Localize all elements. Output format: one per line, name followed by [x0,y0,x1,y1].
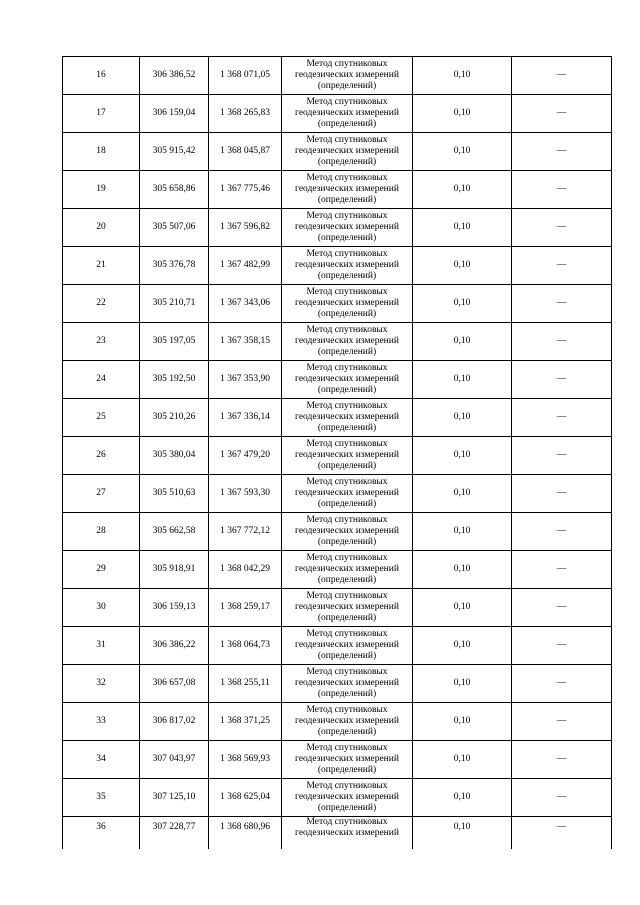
empty-value-cell: — [512,361,612,399]
method-line: геодезических измерений [295,640,399,650]
point-number-cell: 27 [63,475,140,513]
accuracy-cell: 0,10 [413,95,512,133]
x-coordinate-cell: 305 510,63 [140,475,209,513]
method-line: (определений) [317,765,377,775]
empty-value-cell: — [512,247,612,285]
method-line: геодезических измерений [295,222,399,232]
empty-value-cell: — [512,57,612,95]
accuracy-cell: 0,10 [413,437,512,475]
method-cell [282,437,413,475]
x-coordinate-cell: 305 376,78 [140,247,209,285]
table-row [63,133,612,171]
method-line: Метод спутниковых [306,591,388,601]
accuracy-cell: 0,10 [413,171,512,209]
method-line: (определений) [317,651,377,661]
method-line: Метод спутниковых [306,629,388,639]
method-cell [282,741,413,779]
method-cell [282,171,413,209]
empty-value-cell: — [512,513,612,551]
method-cell [282,817,413,850]
empty-value-cell: — [512,665,612,703]
empty-value-cell: — [512,95,612,133]
table-row [63,665,612,703]
method-line: Метод спутниковых [306,817,388,827]
empty-value-cell: — [512,741,612,779]
point-number-cell: 19 [63,171,140,209]
method-line: геодезических измерений [295,526,399,536]
y-coordinate-cell: 1 368 265,83 [209,95,282,133]
method-line: геодезических измерений [295,450,399,460]
x-coordinate-cell: 306 159,04 [140,95,209,133]
method-line: геодезических измерений [295,716,399,726]
accuracy-cell: 0,10 [413,551,512,589]
y-coordinate-cell: 1 367 358,15 [209,323,282,361]
y-coordinate-cell: 1 367 772,12 [209,513,282,551]
method-line: Метод спутниковых [306,325,388,335]
point-number-cell: 29 [63,551,140,589]
empty-value-cell: — [512,779,612,817]
y-coordinate-cell: 1 367 482,99 [209,247,282,285]
method-cell [282,589,413,627]
table-row [63,475,612,513]
y-coordinate-cell: 1 367 775,46 [209,171,282,209]
method-line: геодезических измерений [295,70,399,80]
empty-value-cell: — [512,551,612,589]
table-body [63,57,612,850]
accuracy-cell: 0,10 [413,133,512,171]
method-line: Метод спутниковых [306,173,388,183]
empty-value-cell: — [512,627,612,665]
accuracy-cell: 0,10 [413,399,512,437]
method-line: (определений) [317,613,377,623]
point-number-cell: 31 [63,627,140,665]
method-line: (определений) [317,347,377,357]
method-line: (определений) [317,689,377,699]
point-number-cell: 32 [63,665,140,703]
y-coordinate-cell: 1 368 259,17 [209,589,282,627]
empty-value-cell: — [512,171,612,209]
table-row [63,741,612,779]
method-cell [282,627,413,665]
y-coordinate-cell: 1 368 255,11 [209,665,282,703]
point-number-cell: 21 [63,247,140,285]
method-line: (определений) [317,537,377,547]
y-coordinate-cell: 1 367 353,90 [209,361,282,399]
point-number-cell: 22 [63,285,140,323]
x-coordinate-cell: 305 192,50 [140,361,209,399]
empty-value-cell: — [512,589,612,627]
method-line: (определений) [317,271,377,281]
y-coordinate-cell: 1 367 479,20 [209,437,282,475]
table-row [63,95,612,133]
empty-value-cell: — [512,133,612,171]
method-line: геодезических измерений [295,792,399,802]
y-coordinate-cell: 1 368 064,73 [209,627,282,665]
method-line: (определений) [317,119,377,129]
table-row [63,361,612,399]
method-line: Метод спутниковых [306,439,388,449]
accuracy-cell: 0,10 [413,285,512,323]
method-cell [282,285,413,323]
y-coordinate-cell: 1 368 045,87 [209,133,282,171]
y-coordinate-cell: 1 367 593,30 [209,475,282,513]
empty-value-cell: — [512,399,612,437]
point-number-cell: 23 [63,323,140,361]
empty-value-cell: — [512,285,612,323]
method-cell [282,209,413,247]
accuracy-cell: 0,10 [413,57,512,95]
x-coordinate-cell: 307 043,97 [140,741,209,779]
point-number-cell: 17 [63,95,140,133]
accuracy-cell: 0,10 [413,779,512,817]
table-row [63,247,612,285]
method-line: Метод спутниковых [306,477,388,487]
x-coordinate-cell: 305 915,42 [140,133,209,171]
method-line: геодезических измерений [295,564,399,574]
method-line: Метод спутниковых [306,781,388,791]
table-row [63,57,612,95]
method-line: (определений) [317,195,377,205]
method-line: Метод спутниковых [306,249,388,259]
method-line: Метод спутниковых [306,211,388,221]
method-line: Метод спутниковых [306,553,388,563]
method-line: (определений) [317,423,377,433]
point-number-cell: 26 [63,437,140,475]
point-number-cell: 24 [63,361,140,399]
method-cell [282,665,413,703]
table-row [63,209,612,247]
method-line: (определений) [317,157,377,167]
method-line: геодезических измерений [295,754,399,764]
y-coordinate-cell: 1 368 625,04 [209,779,282,817]
x-coordinate-cell: 305 197,05 [140,323,209,361]
empty-value-cell: — [512,817,612,850]
accuracy-cell: 0,10 [413,323,512,361]
y-coordinate-cell: 1 368 569,93 [209,741,282,779]
method-line: геодезических измерений [295,678,399,688]
method-line: Метод спутниковых [306,97,388,107]
method-cell [282,247,413,285]
y-coordinate-cell: 1 367 343,06 [209,285,282,323]
method-line: геодезических измерений [295,488,399,498]
method-cell [282,475,413,513]
point-number-cell: 16 [63,57,140,95]
method-line: (определений) [317,575,377,585]
point-number-cell: 36 [63,817,140,850]
table-row [63,513,612,551]
x-coordinate-cell: 306 657,08 [140,665,209,703]
method-line: Метод спутниковых [306,705,388,715]
method-line: геодезических измерений [295,828,399,838]
x-coordinate-cell: 306 386,22 [140,627,209,665]
accuracy-cell: 0,10 [413,475,512,513]
method-cell [282,703,413,741]
coordinates-table [62,56,612,849]
method-line: геодезических измерений [295,260,399,270]
y-coordinate-cell: 1 367 596,82 [209,209,282,247]
x-coordinate-cell: 306 159,13 [140,589,209,627]
method-line: Метод спутниковых [306,59,388,69]
point-number-cell: 25 [63,399,140,437]
accuracy-cell: 0,10 [413,513,512,551]
x-coordinate-cell: 305 380,04 [140,437,209,475]
accuracy-cell: 0,10 [413,247,512,285]
empty-value-cell: — [512,703,612,741]
accuracy-cell: 0,10 [413,741,512,779]
table-row [63,779,612,817]
point-number-cell: 35 [63,779,140,817]
table-row [63,589,612,627]
x-coordinate-cell: 307 125,10 [140,779,209,817]
y-coordinate-cell: 1 368 042,29 [209,551,282,589]
accuracy-cell: 0,10 [413,665,512,703]
method-line: Метод спутниковых [306,515,388,525]
empty-value-cell: — [512,323,612,361]
accuracy-cell: 0,10 [413,817,512,850]
accuracy-cell: 0,10 [413,361,512,399]
table-row [63,817,612,850]
y-coordinate-cell: 1 368 071,05 [209,57,282,95]
table-row [63,551,612,589]
method-line: Метод спутниковых [306,667,388,677]
x-coordinate-cell: 305 658,86 [140,171,209,209]
method-line: геодезических измерений [295,374,399,384]
x-coordinate-cell: 305 210,26 [140,399,209,437]
empty-value-cell: — [512,209,612,247]
empty-value-cell: — [512,437,612,475]
point-number-cell: 18 [63,133,140,171]
accuracy-cell: 0,10 [413,627,512,665]
point-number-cell: 20 [63,209,140,247]
method-line: Метод спутниковых [306,743,388,753]
method-line: геодезических измерений [295,412,399,422]
method-line: геодезических измерений [295,108,399,118]
point-number-cell: 28 [63,513,140,551]
y-coordinate-cell: 1 368 680,96 [209,817,282,850]
method-cell [282,399,413,437]
method-line: (определений) [317,461,377,471]
method-line: Метод спутниковых [306,287,388,297]
method-line: (определений) [317,803,377,813]
empty-value-cell: — [512,475,612,513]
table-row [63,399,612,437]
method-line: геодезических измерений [295,298,399,308]
table-row [63,171,612,209]
table-row [63,437,612,475]
x-coordinate-cell: 307 228,77 [140,817,209,850]
method-line: (определений) [317,309,377,319]
x-coordinate-cell: 305 918,91 [140,551,209,589]
method-line: (определений) [317,499,377,509]
x-coordinate-cell: 305 507,06 [140,209,209,247]
point-number-cell: 34 [63,741,140,779]
x-coordinate-cell: 306 817,02 [140,703,209,741]
point-number-cell: 30 [63,589,140,627]
method-line: (определений) [317,233,377,243]
method-cell [282,361,413,399]
table-row [63,703,612,741]
method-line: (определений) [317,385,377,395]
method-line: Метод спутниковых [306,135,388,145]
table-row [63,323,612,361]
accuracy-cell: 0,10 [413,209,512,247]
method-line: геодезических измерений [295,146,399,156]
method-cell [282,133,413,171]
table-row [63,285,612,323]
method-cell [282,551,413,589]
y-coordinate-cell: 1 368 371,25 [209,703,282,741]
x-coordinate-cell: 305 210,71 [140,285,209,323]
method-line: геодезических измерений [295,602,399,612]
method-line: Метод спутниковых [306,363,388,373]
method-cell [282,95,413,133]
method-line: геодезических измерений [295,336,399,346]
method-line: Метод спутниковых [306,401,388,411]
method-cell [282,513,413,551]
point-number-cell: 33 [63,703,140,741]
accuracy-cell: 0,10 [413,703,512,741]
method-line: (определений) [317,81,377,91]
x-coordinate-cell: 306 386,52 [140,57,209,95]
method-line: геодезических измерений [295,184,399,194]
x-coordinate-cell: 305 662,58 [140,513,209,551]
table-row [63,627,612,665]
method-cell [282,779,413,817]
method-cell [282,323,413,361]
accuracy-cell: 0,10 [413,589,512,627]
method-line: (определений) [317,727,377,737]
method-cell [282,57,413,95]
y-coordinate-cell: 1 367 336,14 [209,399,282,437]
